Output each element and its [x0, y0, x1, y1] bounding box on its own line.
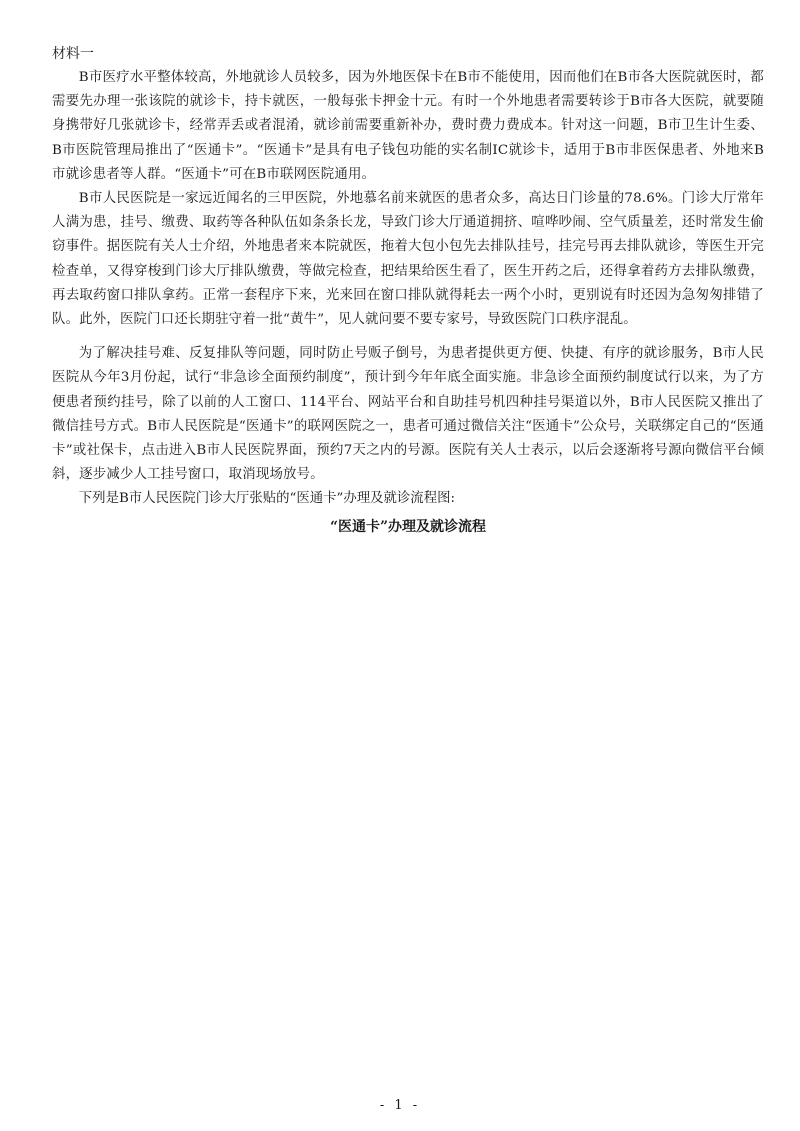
paragraph-appointment-system: 为了解决挂号难、反复排队等问题，同时防止号贩子倒号，为患者提供更方便、快捷、有序的就诊服务，B市人民医院从今年3月份起，试行“非急诊全面预约制度”，预计到今年年底全面实施。非急诊全面预约制度试行以来，为了方便患者预约挂号，除了以前的人工窗口、114平台、网站平台和自助挂号机四种挂号渠道以外，B市人民医院又推出了微信挂号方式。B市人民医院是“医通卡”的联网医院之一，患者可通过微信关注“医通卡”公众号，关联绑定自己的“医通卡”或社保卡，点击进入B市人民医院界面，预约7天之内的号源。医院有关人士表示，以后会逐渐将号源向微信平台倾斜，逐步减少人工挂号窗口，取消现场放号。	[52, 346, 764, 483]
flowchart-title: “医通卡”办理及就诊流程	[329, 518, 487, 535]
material-heading: 材料一	[52, 46, 94, 62]
paragraph-gap	[52, 332, 764, 342]
paragraph-medical-card: B市医疗水平整体较高，外地就诊人员较多，因为外地医保卡在B市不能使用，因而他们在B市各大医院就医时，都需要先办理一张该院的就诊卡，持卡就医，一般每张卡押金十元。有时一个外地患者需要转诊于B市各大医院，就要随身携带好几张就诊卡，经常弄丢或者混淆，就诊前需要重新补办，费时费力费成本。针对这一问题，B市卫生计生委、B市医院管理局推出了“医通卡”。“医通卡”是具有电子钱包功能的实名制IC就诊卡，适用于B市非医保患者、外地来B市就诊患者等人群。“医通卡”可在B市联网医院通用。	[52, 70, 764, 182]
flowchart-intro: 下列是B市人民医院门诊大厅张贴的“医通卡”办理及就诊流程图:	[78, 491, 455, 507]
paragraph-hospital-queue: B市人民医院是一家远近闻名的三甲医院，外地慕名前来就医的患者众多，高达日门诊量的78.6%。门诊大厅常年人满为患，挂号、缴费、取药等各种队伍如条条长龙，导致门诊大厅通道拥挤、喧哗吵闹、空气质量差，还时常发生偷窃事件。据医院有关人士介绍，外地患者来本院就医，拖着大包小包先去排队挂号，挂完号再去排队就诊，等医生开完检查单，又得穿梭到门诊大厅排队缴费，等做完检查，把结果给医生看了，医生开药之后，还得拿着药方去排队缴费，再去取药窗口排队拿药。正常一套程序下来，光来回在窗口排队就得耗去一两个小时，更别说有时还因为急匆匆排错了队。此外，医院门口还长期驻守着一批“黄牛”，见人就问要不要专家号，导致医院门口秩序混乱。	[52, 191, 764, 328]
page-number: - 1 -	[379, 1098, 421, 1113]
document-page	[52, 42, 764, 540]
